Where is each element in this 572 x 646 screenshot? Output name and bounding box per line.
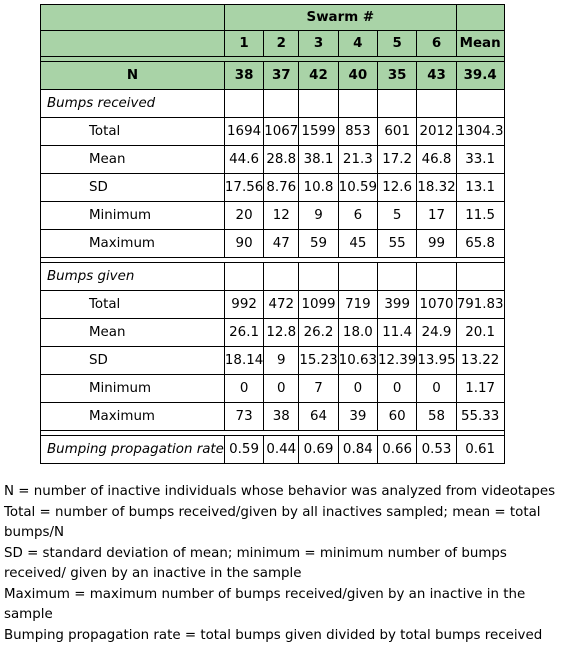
blank-cell [378, 90, 417, 118]
rate-value-cell: 0.61 [456, 436, 504, 464]
blank-cell [417, 90, 456, 118]
row-label: SD [41, 347, 225, 375]
value-cell: 55.33 [456, 403, 504, 431]
blank-cell [224, 263, 263, 291]
blank-cell [378, 263, 417, 291]
swarm-group-header: Swarm # [224, 5, 456, 31]
header-mean-blank-cell [456, 5, 504, 31]
table-row [41, 319, 505, 347]
value-cell: 99 [417, 230, 456, 258]
value-cell: 17.56 [224, 174, 263, 202]
value-cell: 28.8 [264, 146, 299, 174]
value-cell: 47 [264, 230, 299, 258]
value-cell: 10.63 [338, 347, 377, 375]
value-cell: 11.4 [378, 319, 417, 347]
blank-cell [417, 263, 456, 291]
column-header-swarm-5: 5 [378, 31, 417, 57]
value-cell: 791.83 [456, 291, 504, 319]
footnote-total: Total = number of bumps received/given by all inactives sampled; mean = total bumps/N [4, 503, 572, 544]
value-cell: 12 [264, 202, 299, 230]
value-cell: 8.76 [264, 174, 299, 202]
value-cell: 12.6 [378, 174, 417, 202]
value-cell: 719 [338, 291, 377, 319]
header-label-blank-cell [41, 31, 225, 57]
value-cell: 17 [417, 202, 456, 230]
value-cell: 21.3 [338, 146, 377, 174]
value-cell: 1099 [299, 291, 338, 319]
value-cell: 1067 [264, 118, 299, 146]
blank-cell [338, 263, 377, 291]
row-label: Mean [41, 146, 225, 174]
section-title: Bumps given [41, 263, 225, 291]
value-cell: 13.95 [417, 347, 456, 375]
section-title: Bumps received [41, 90, 225, 118]
value-cell: 13.1 [456, 174, 504, 202]
value-cell: 399 [378, 291, 417, 319]
rate-value-cell: 0.69 [299, 436, 338, 464]
n-row-label: N [41, 62, 225, 90]
value-cell: 601 [378, 118, 417, 146]
table-row [41, 146, 505, 174]
footnote-sd: SD = standard deviation of mean; minimum = minimum number of bumps received/ given by an inactive in the sample [4, 544, 572, 585]
value-cell: 38 [264, 403, 299, 431]
section-title-row [41, 263, 505, 291]
n-value-cell: 43 [417, 62, 456, 90]
n-value-cell: 42 [299, 62, 338, 90]
value-cell: 1070 [417, 291, 456, 319]
column-header-swarm-6: 6 [417, 31, 456, 57]
row-label: Maximum [41, 403, 225, 431]
value-cell: 44.6 [224, 146, 263, 174]
rate-value-cell: 0.66 [378, 436, 417, 464]
column-header-swarm-3: 3 [299, 31, 338, 57]
blank-cell [456, 263, 504, 291]
value-cell: 7 [299, 375, 338, 403]
table-row [41, 202, 505, 230]
rate-row-label: Bumping propagation rate [41, 436, 225, 464]
blank-cell [224, 90, 263, 118]
value-cell: 46.8 [417, 146, 456, 174]
row-label: SD [41, 174, 225, 202]
value-cell: 472 [264, 291, 299, 319]
value-cell: 38.1 [299, 146, 338, 174]
swarm-bumps-table [40, 4, 505, 464]
footnote-rate: Bumping propagation rate = total bumps given divided by total bumps received [4, 626, 572, 646]
value-cell: 18.32 [417, 174, 456, 202]
value-cell: 0 [378, 375, 417, 403]
table-row [41, 174, 505, 202]
value-cell: 2012 [417, 118, 456, 146]
table-footnotes [4, 482, 572, 646]
value-cell: 15.23 [299, 347, 338, 375]
value-cell: 24.9 [417, 319, 456, 347]
n-value-cell: 39.4 [456, 62, 504, 90]
footnote-n: N = number of inactive individuals whose behavior was analyzed from videotapes [4, 482, 572, 503]
value-cell: 1599 [299, 118, 338, 146]
value-cell: 59 [299, 230, 338, 258]
value-cell: 55 [378, 230, 417, 258]
value-cell: 1304.3 [456, 118, 504, 146]
row-label: Minimum [41, 202, 225, 230]
value-cell: 0 [224, 375, 263, 403]
table-row [41, 230, 505, 258]
value-cell: 60 [378, 403, 417, 431]
value-cell: 20 [224, 202, 263, 230]
table-row [41, 403, 505, 431]
value-cell: 1.17 [456, 375, 504, 403]
row-label: Total [41, 118, 225, 146]
rate-row [41, 436, 505, 464]
header-corner-cell [41, 5, 225, 31]
column-header-swarm-4: 4 [338, 31, 377, 57]
rate-value-cell: 0.53 [417, 436, 456, 464]
value-cell: 26.2 [299, 319, 338, 347]
value-cell: 1694 [224, 118, 263, 146]
section-title-row [41, 90, 505, 118]
value-cell: 10.8 [299, 174, 338, 202]
row-label: Minimum [41, 375, 225, 403]
value-cell: 12.8 [264, 319, 299, 347]
value-cell: 18.0 [338, 319, 377, 347]
blank-cell [264, 263, 299, 291]
blank-cell [338, 90, 377, 118]
value-cell: 13.22 [456, 347, 504, 375]
value-cell: 992 [224, 291, 263, 319]
value-cell: 9 [264, 347, 299, 375]
value-cell: 5 [378, 202, 417, 230]
value-cell: 39 [338, 403, 377, 431]
table-row [41, 291, 505, 319]
table-row [41, 347, 505, 375]
column-header-mean: Mean [456, 31, 504, 57]
value-cell: 20.1 [456, 319, 504, 347]
n-value-cell: 38 [224, 62, 263, 90]
row-label: Maximum [41, 230, 225, 258]
n-value-cell: 37 [264, 62, 299, 90]
value-cell: 11.5 [456, 202, 504, 230]
blank-cell [264, 90, 299, 118]
value-cell: 0 [264, 375, 299, 403]
table-row [41, 375, 505, 403]
rate-value-cell: 0.84 [338, 436, 377, 464]
blank-cell [299, 90, 338, 118]
blank-cell [299, 263, 338, 291]
value-cell: 10.59 [338, 174, 377, 202]
value-cell: 9 [299, 202, 338, 230]
value-cell: 45 [338, 230, 377, 258]
value-cell: 65.8 [456, 230, 504, 258]
value-cell: 58 [417, 403, 456, 431]
table-row [41, 118, 505, 146]
n-value-cell: 40 [338, 62, 377, 90]
footnote-maximum: Maximum = maximum number of bumps received/given by an inactive in the sample [4, 585, 572, 626]
header-row-group [41, 5, 505, 31]
blank-cell [456, 90, 504, 118]
row-label: Mean [41, 319, 225, 347]
value-cell: 33.1 [456, 146, 504, 174]
value-cell: 73 [224, 403, 263, 431]
n-value-cell: 35 [378, 62, 417, 90]
value-cell: 0 [417, 375, 456, 403]
value-cell: 853 [338, 118, 377, 146]
header-row-columns [41, 31, 505, 57]
rate-value-cell: 0.59 [224, 436, 263, 464]
value-cell: 17.2 [378, 146, 417, 174]
rate-value-cell: 0.44 [264, 436, 299, 464]
column-header-swarm-2: 2 [264, 31, 299, 57]
value-cell: 12.39 [378, 347, 417, 375]
value-cell: 26.1 [224, 319, 263, 347]
value-cell: 64 [299, 403, 338, 431]
value-cell: 90 [224, 230, 263, 258]
n-row [41, 62, 505, 90]
value-cell: 6 [338, 202, 377, 230]
row-label: Total [41, 291, 225, 319]
value-cell: 18.14 [224, 347, 263, 375]
column-header-swarm-1: 1 [224, 31, 263, 57]
value-cell: 0 [338, 375, 377, 403]
